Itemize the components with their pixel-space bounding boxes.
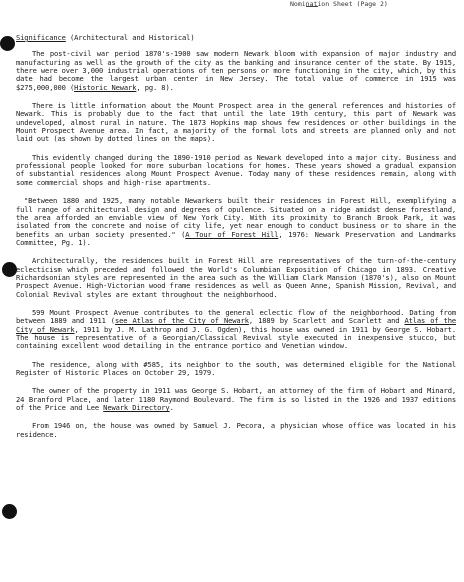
paragraph-text: "Between 1880 and 1925, many notable Newarkers built their residences in Forest Hill, exemplifying a full range of architectural design and degrees of opulence. Situated on a ridge amidst dense forestland, the area afforded an enviable view of New York City. With its proximity to Branch Brook Park, it was isolated from the concrete and noise of city life, yet near enough to conduct business or to share in the benefits an urban society presented." ( [16,196,456,239]
paragraph-text: The post-civil war period 1870's-1900 saw modern Newark bloom with expansion of major industry and manufacturing as well as the growth of the city as the banking and insurance center of the state. By 1915, there were over 3,000 industrial operations of ten persons or more functioning in the city, which, by this date had become the largest urban center in New Jersey. The total value of commerce in 1915 was $275,000,000 ( [16,49,456,92]
document-body [16,34,456,449]
page-header: Nomination Sheet (Page 2) [290,0,388,8]
paragraph-599-mount-prospect [16,309,456,351]
paragraph-text: , 1911 by J. M. Lathrop and J. G. Ogden), this house was owned in 1911 by George S. Hobart. The house is representative of a Georgian/Classical Revival style executed in inexpensive stucco, but containing excellent wood detailing in the entrance portico and Venetian window. [16,324,456,351]
citation-tail: , pg. 8). [136,82,174,92]
paragraph-architecture [16,257,456,299]
paragraph-mount-prospect [16,102,456,144]
citation-title: Atlas of the City of Newark [16,316,456,334]
paragraph-commerce [16,50,456,92]
section-heading-main: Significance [16,33,66,42]
paragraph-forest-hill-quote [16,197,456,247]
paragraph-owner-1911 [16,387,456,412]
paragraph-owner-1946 [16,422,456,439]
binder-hole-middle [2,262,17,277]
binder-hole-bottom [2,504,17,519]
paragraph-text: The owner of the property in 1911 was George S. Hobart, an attorney of the firm of Hobart and Minard, 24 Branford Place, and later 1180 Raymond Boulevard. The firm is so listed in the 1926 and 1937 editions of the Price and Lee [16,386,456,413]
citation-title: Historic Newark [74,82,137,92]
paragraph-development [16,154,456,187]
paragraph-national-register [16,361,456,378]
paragraph-text: Architecturally, the residences built in Forest Hill are representatives of the turn-of-the-century eclecticism which preceded and followed the World's Columbian Exposition of Chicago in 1893. Creative Richardsonian styles are represented in the area such as the William Clark Mansion (1870's), also on Mount Prospect Avenue. High-Victorian wood frame residences as well as Queen Anne, Spanish Mission, Revival, and Colonial Revival styles are extant throughout the neighborhood. [16,256,456,299]
binder-hole-top [0,36,15,51]
paragraph-text: This evidently changed during the 1890-1910 period as Newark developed into a major city. Business and professional people looked for more suburban locations for homes. These years showed a gradual expansion of substantial residences along Mount Prospect Avenue. Today many of these residences remain, along with some commercial shops and high-rise apartments. [16,152,456,187]
citation-title: A Tour of Forest Hill [185,229,279,239]
section-heading-sub: (Architectural and Historical) [65,33,195,42]
paragraph-text: , 1889 by Scarlett and Scarlett and [248,316,405,326]
paragraph-text: There is little information about the Mount Prospect area in the general references and histories of Newark. This is probably due to the fact that until the late 19th century, this part of Newark was undeveloped, almost rural in nature. The 1873 Hopkins map shows few residences or other buildings in the Mount Prospect Avenue area. In fact, a majority of the formal lots and streets are planned only and not laid out (as shown by dotted lines on the maps). [16,101,456,144]
paragraph-text: 599 Mount Prospect Avenue contributes to the general eclectic flow of the neighborhood. Dating from between 1889 and 1911 ( [16,307,456,326]
citation-title: see Atlas of the City of Newark [114,316,249,326]
citation-tail: , 1976: Newark Preservation and Landmarks Committee, Pg. 1). [16,229,456,247]
paragraph-text: The residence, along with #585, its neighbor to the south, was determined eligible for the National Register of Historic Places on October 29, 1979. [16,359,456,377]
section-heading [16,34,456,42]
citation-tail: . [169,403,174,413]
citation-title: Newark Directory [103,403,170,413]
paragraph-text: From 1946 on, the house was owned by Samuel J. Pecora, a physician whose office was located in his residence. [16,421,456,439]
